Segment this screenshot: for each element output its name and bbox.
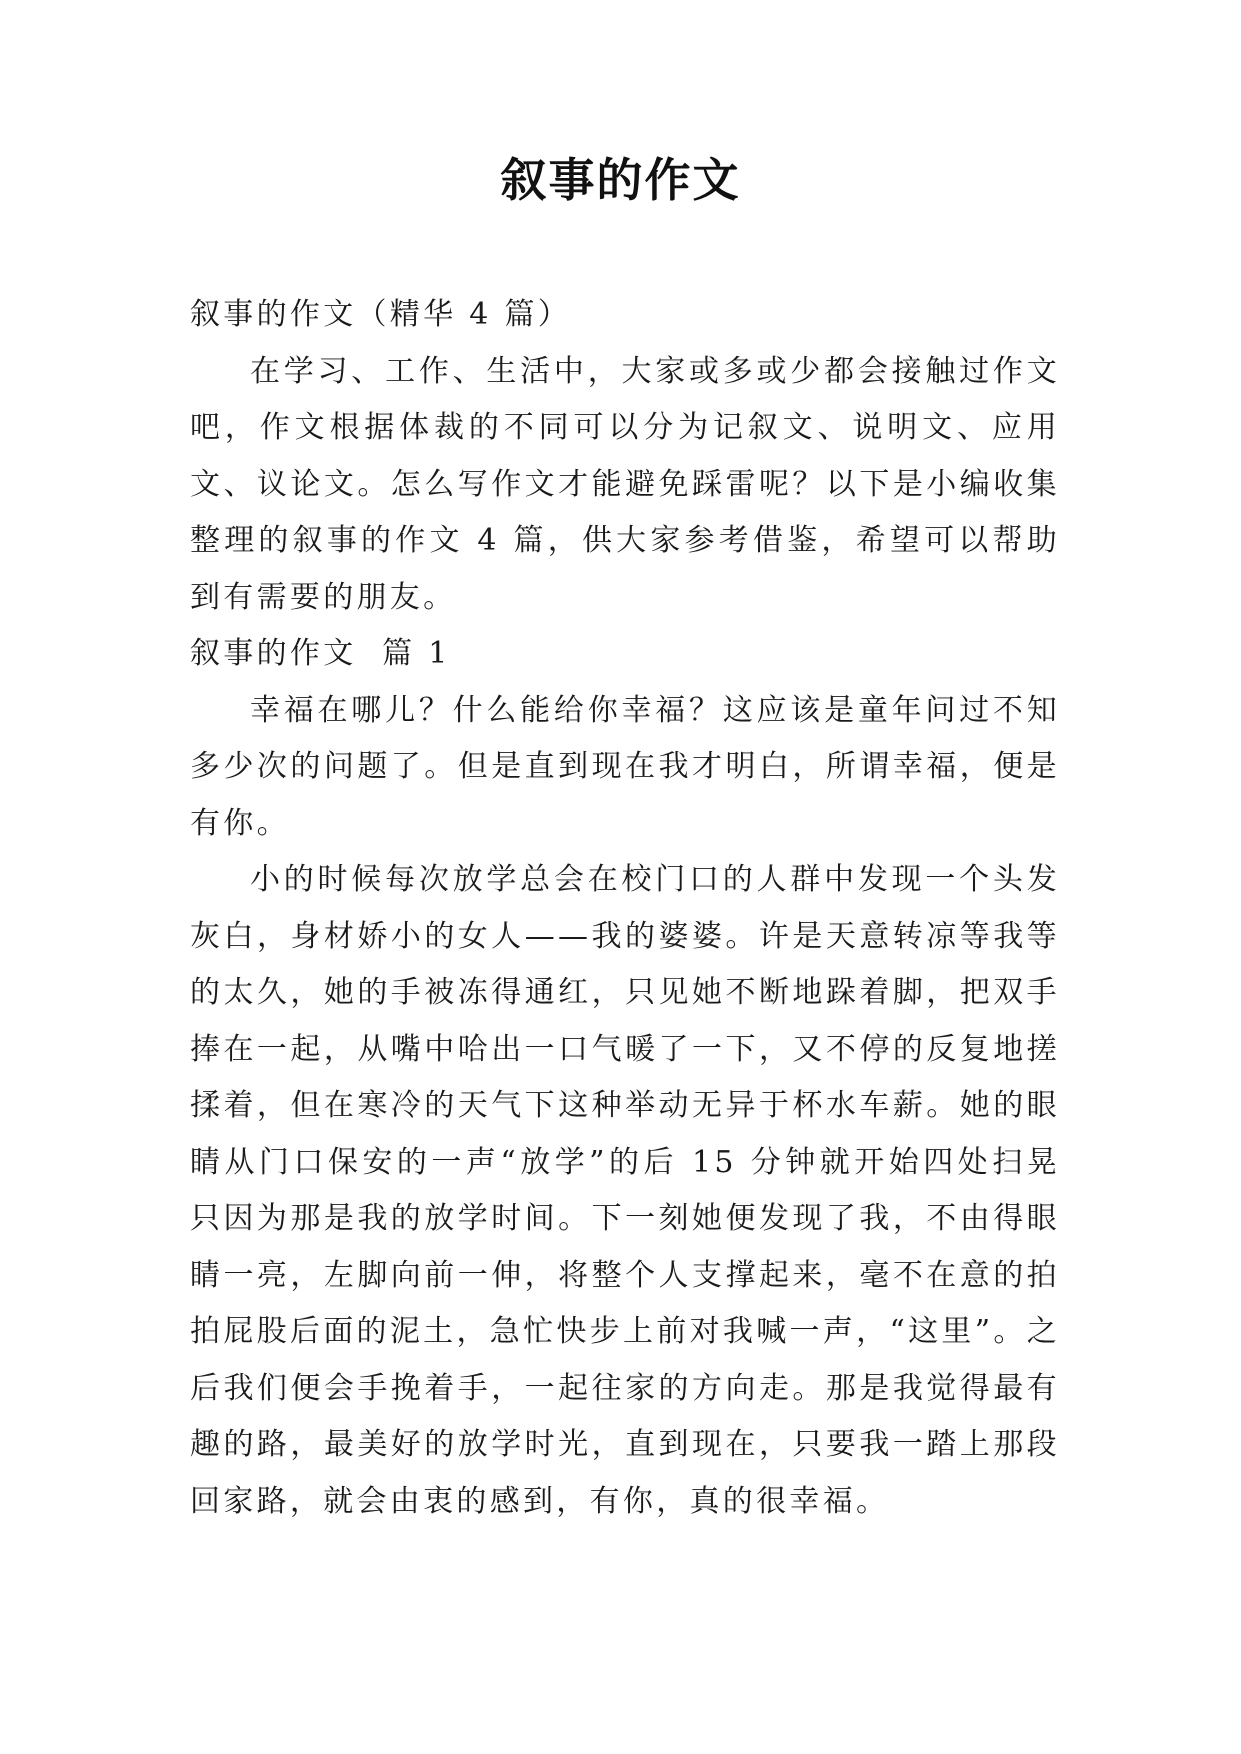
- section-paragraph: 小的时候每次放学总会在校门口的人群中发现一个头发灰白，身材娇小的女人——我的婆婆。许是天意转凉等我等的太久，她的手被冻得通红，只见她不断地跺着脚，把双手捧在一起，从嘴中哈出一口气暖了一下，又不停的反复地搓揉着，但在寒冷的天气下这种举动无异于杯水车薪。她的眼睛从门口保安的一声“放学”的后 15 分钟就开始四处扫晃只因为那是我的放学时间。下一刻她便发现了我，不由得眼睛一亮，左脚向前一伸，将整个人支撑起来，毫不在意的拍拍屁股后面的泥土，急忙快步上前对我喊一声，“这里”。之后我们便会手挽着手，一起往家的方向走。那是我觉得最有趣的路，最美好的放学时光，直到现在，只要我一踏上那段回家路，就会由衷的感到，有你，真的很幸福。: [190, 862, 1060, 1519]
- section-heading: 叙事的作文 篇 1: [190, 636, 451, 671]
- document-body: [190, 287, 1060, 1530]
- section-paragraph: 幸福在哪儿？什么能给你幸福？这应该是童年问过不知多少次的问题了。但是直到现在我才明白，所谓幸福，便是有你。: [190, 692, 1060, 841]
- intro-paragraph: 在学习、工作、生活中，大家或多或少都会接触过作文吧，作文根据体裁的不同可以分为记叙文、说明文、应用文、议论文。怎么写作文才能避免踩雷呢？以下是小编收集整理的叙事的作文 4 篇，供大家参考借鉴，希望可以帮助到有需要的朋友。: [190, 353, 1060, 615]
- document-subtitle: 叙事的作文（精华 4 篇）: [190, 297, 572, 332]
- document-title: 叙事的作文: [500, 153, 741, 207]
